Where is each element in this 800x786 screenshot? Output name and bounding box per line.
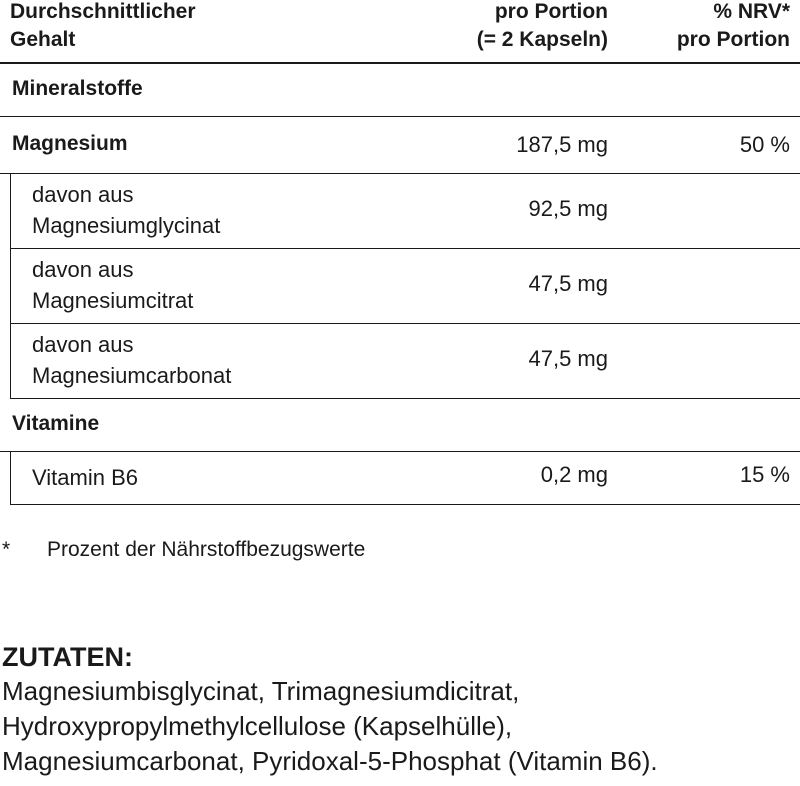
table-row-sub (10, 324, 800, 399)
sub-row-label-line1: davon aus (32, 332, 134, 357)
vitamin-b6-label: Vitamin B6 (32, 465, 138, 490)
section-vitamins (0, 399, 800, 452)
section-minerals (0, 64, 800, 117)
ingredients-block (2, 640, 800, 779)
sub-row-label (32, 254, 193, 316)
table-header (0, 0, 800, 64)
footnote-asterisk: * (2, 538, 11, 561)
sub-row-label (32, 179, 220, 241)
ingredients-title: ZUTATEN: (2, 642, 133, 672)
vitamin-b6-amount: 0,2 mg (540, 462, 608, 487)
header-nrv-col (677, 0, 790, 54)
ingredients-line: Hydroxypropylmethylcellulose (Kapselhülle), (2, 711, 513, 741)
sub-row-label-line2: Magnesiumglycinat (32, 213, 221, 238)
sub-row-label-line2: Magnesiumcarbonat (32, 363, 232, 388)
sub-row-label-line1: davon aus (32, 257, 134, 282)
header-portion-line1: pro Portion (494, 0, 608, 23)
header-nrv-line2: pro Portion (676, 28, 790, 51)
sub-row-label-line2: Magnesiumcitrat (32, 288, 194, 313)
table-row-magnesium (0, 117, 800, 174)
table-row-sub (10, 174, 800, 249)
sub-row-amount: 47,5 mg (528, 346, 608, 371)
sub-row-label (32, 329, 231, 391)
table-row-vitamin-b6 (10, 452, 800, 505)
header-portion-col (477, 0, 608, 54)
header-portion-line2: (= 2 Kapseln) (476, 28, 608, 51)
section-vitamins-label: Vitamine (12, 412, 100, 435)
magnesium-nrv: 50 % (739, 132, 790, 157)
header-content-col (10, 0, 196, 54)
sub-row-label-line1: davon aus (32, 182, 134, 207)
ingredients-line: Magnesiumbisglycinat, Trimagnesiumdicitrat, (2, 676, 520, 706)
ingredients-text (2, 674, 800, 779)
sub-row-amount: 47,5 mg (528, 271, 608, 296)
vitamin-b6-nrv: 15 % (739, 462, 790, 487)
ingredients-line: Magnesiumcarbonat, Pyridoxal-5-Phosphat (Vitamin B6). (2, 746, 658, 776)
header-content-line1: Durchschnittlicher (10, 0, 196, 23)
magnesium-amount: 187,5 mg (516, 132, 608, 157)
table-row-sub (10, 249, 800, 324)
header-content-line2: Gehalt (10, 28, 76, 51)
header-nrv-line1: % NRV* (713, 0, 790, 23)
footnote-text: Prozent der Nährstoffbezugswerte (47, 538, 366, 561)
sub-row-amount: 92,5 mg (528, 196, 608, 221)
magnesium-label: Magnesium (12, 132, 128, 155)
section-minerals-label: Mineralstoffe (12, 77, 143, 100)
